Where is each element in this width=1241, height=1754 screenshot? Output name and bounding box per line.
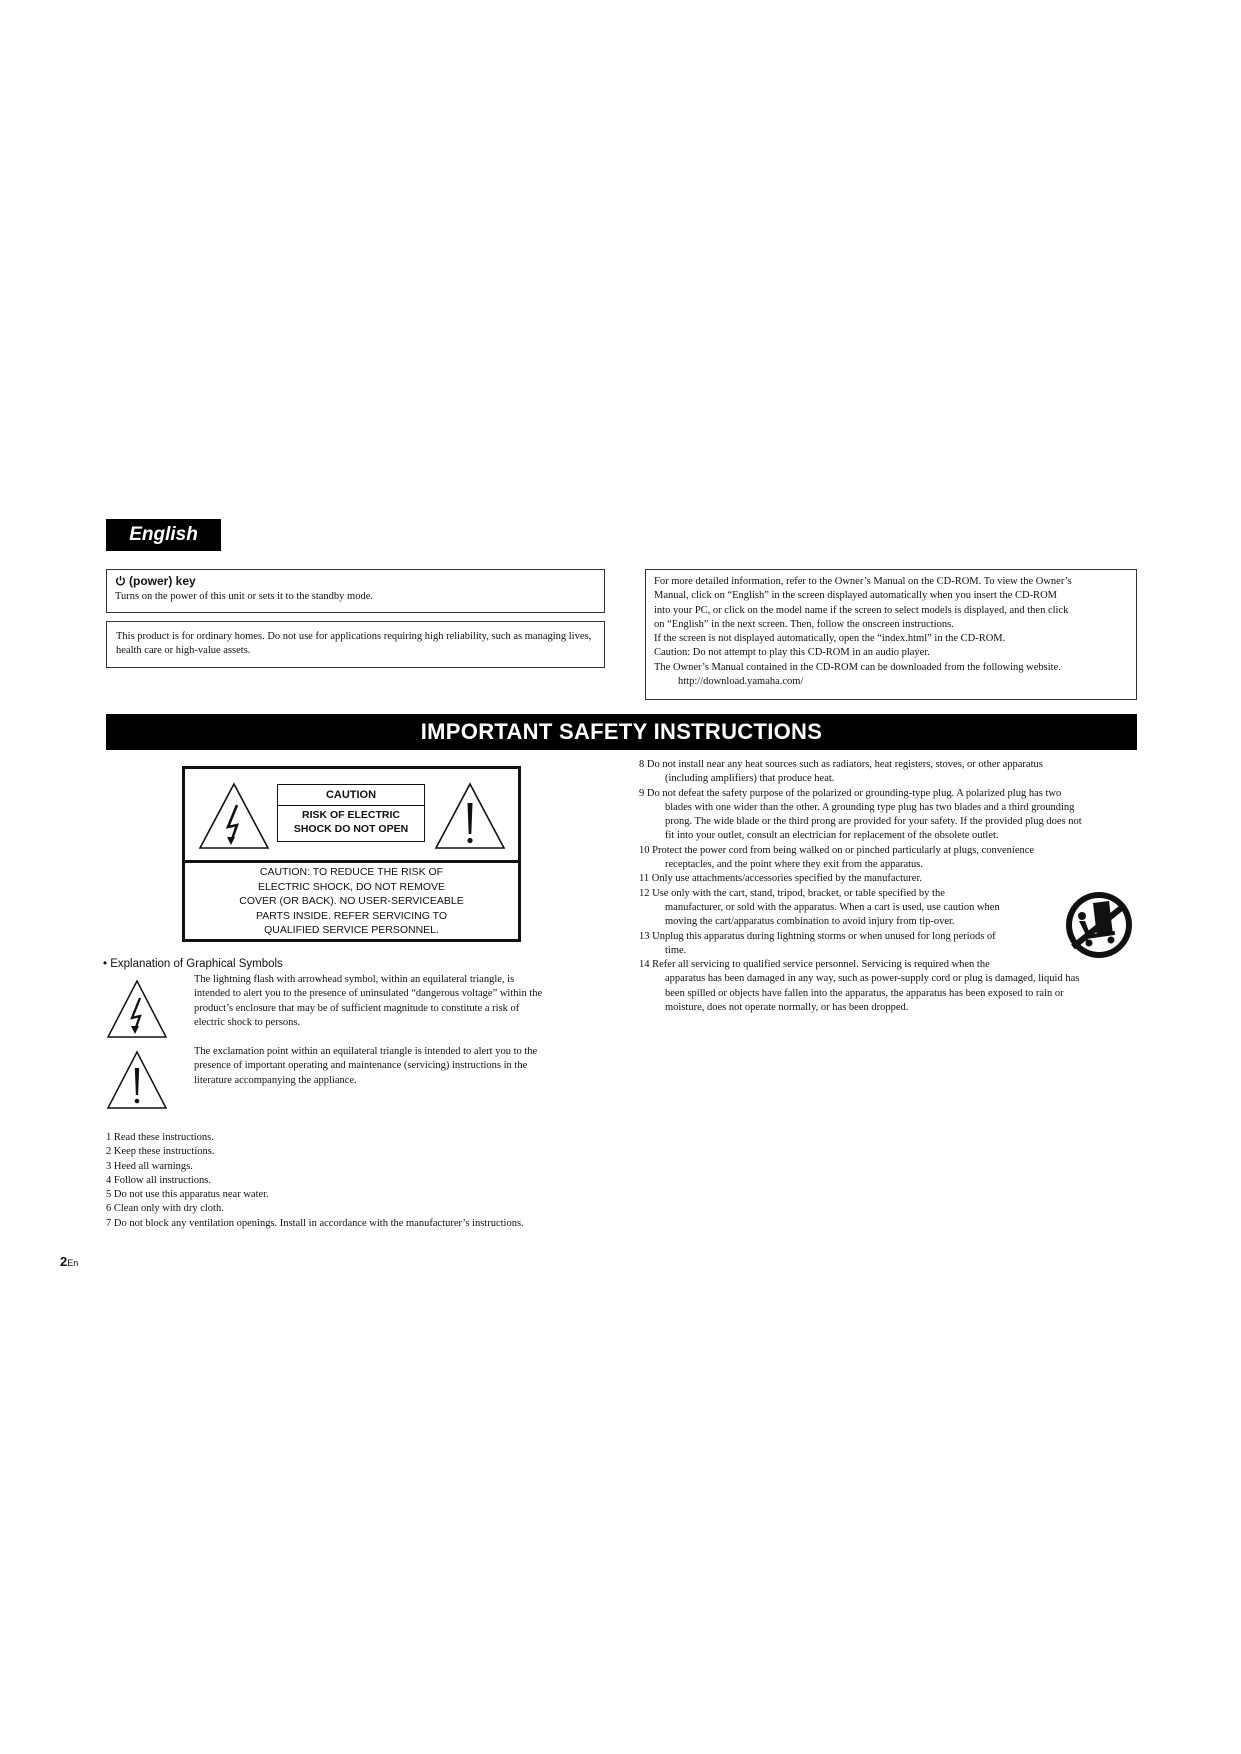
instruction-item: 1 Read these instructions.	[106, 1132, 214, 1143]
lightning-warning-icon	[197, 781, 271, 851]
instruction-item: 10 Protect the power cord from being walked on or pinched particularly at plugs, convenience receptacles, and the point where they exit from the apparatus.	[639, 844, 1035, 871]
power-icon	[115, 575, 126, 586]
instruction-item: 13 Unplug this apparatus during lightning storms or when unused for long periods of time.	[639, 930, 996, 956]
cart-tip-over-warning-icon	[1063, 889, 1135, 961]
lightning-symbol-icon	[106, 979, 168, 1039]
exclamation-explanation: The exclamation point within an equilateral triangle is intended to alert you to the presence of important operating and maintenance (servicing) instructions in the literature accompanying the appliance.	[194, 1046, 538, 1086]
power-key-box	[106, 569, 605, 613]
ordinary-homes-text: This product is for ordinary homes. Do not use for applications requiring high reliability, such as managing lives, health care or high-value assets.	[116, 631, 592, 657]
page-number: 2En	[60, 1254, 79, 1269]
cdrom-line: The Owner’s Manual contained in the CD-ROM can be downloaded from the following website.	[654, 661, 1061, 673]
instruction-item: 9 Do not defeat the safety purpose of the polarized or grounding-type plug. A polarized plug has two blades with one wider than the other. A grounding type plug has two blades and a third grounding prong. The wide blade or the third prong are provided for your safety. If the provided plug does not fit into your outlet, consult an electrician for replacement of the obsolete outlet.	[639, 787, 1082, 842]
caution-label-top	[185, 769, 518, 863]
caution-heading: CAUTION	[278, 785, 424, 806]
lightning-explanation: The lightning flash with arrowhead symbol, within an equilateral triangle, is intended to alert you to the presence of uninsulated “dangerous voltage” within the product’s enclosure that may be of sufficient magnitude to constitute a risk of electric shock to persons.	[194, 974, 543, 1028]
instruction-item: 4 Follow all instructions.	[106, 1174, 211, 1186]
instruction-item: 3 Heed all warnings.	[106, 1160, 193, 1172]
exclamation-warning-icon	[433, 781, 507, 851]
instruction-item: 14 Refer all servicing to qualified service personnel. Servicing is required when the apparatus has been damaged in any way, such as power-supply cord or plug is damaged, liquid has been spilled or objects have fallen into the apparatus, the apparatus has been exposed to rain or moisture, does not operate normally, or has been dropped.	[639, 959, 1080, 1014]
instruction-item: 2 Keep these instructions.	[106, 1146, 215, 1158]
cdrom-line: Manual, click on “English” in the screen displayed automatically when you insert the CD-ROM	[654, 590, 1057, 602]
instructions-list-left	[106, 1131, 524, 1231]
caution-label	[182, 766, 521, 942]
instruction-item: 11 Only use attachments/accessories specified by the manufacturer.	[639, 873, 923, 885]
safety-banner-title: IMPORTANT SAFETY INSTRUCTIONS	[106, 714, 1137, 750]
instruction-item: 12 Use only with the cart, stand, tripod, bracket, or table specified by the manufacturer, or sold with the apparatus. When a cart is used, use caution when moving the cart/apparatus combination to avoid injury from tip-over.	[639, 887, 1000, 928]
cdrom-line: on “English” in the next screen. Then, follow the onscreen instructions.	[654, 618, 954, 630]
cdrom-info-box	[645, 569, 1137, 700]
caution-body: RISK OF ELECTRIC SHOCK DO NOT OPEN	[293, 809, 409, 835]
cdrom-line: If the screen is not displayed automatically, open the “index.html” in the CD-ROM.	[654, 633, 1006, 645]
power-key-text: Turns on the power of this unit or sets it to the standby mode.	[115, 591, 374, 602]
language-tab: English	[106, 519, 221, 551]
download-url: http://download.yamaha.com/	[678, 676, 804, 688]
instruction-item: 8 Do not install near any heat sources such as radiators, heat registers, stoves, or other apparatus (including amplifiers) that produce heat.	[639, 759, 1043, 785]
instruction-item: 7 Do not block any ventilation openings. Install in accordance with the manufacturer’s instructions.	[106, 1217, 524, 1229]
instructions-list-right	[639, 758, 1137, 1015]
cdrom-line: into your PC, or click on the model name if the screen to select models is displayed, and then click	[654, 604, 1069, 616]
exclamation-symbol-icon	[106, 1050, 168, 1110]
power-key-title: (power) key	[115, 574, 596, 588]
symbols-heading: • Explanation of Graphical Symbols	[103, 958, 283, 970]
caution-box	[277, 784, 425, 842]
cdrom-line: For more detailed information, refer to the Owner’s Manual on the CD-ROM. To view the Owner’s	[654, 576, 1072, 587]
instruction-item: 5 Do not use this apparatus near water.	[106, 1189, 269, 1201]
cdrom-line: Caution: Do not attempt to play this CD-ROM in an audio player.	[654, 647, 930, 659]
instruction-item: 6 Clean only with dry cloth.	[106, 1203, 224, 1215]
ordinary-homes-box	[106, 621, 605, 668]
caution-text: CAUTION: TO REDUCE THE RISK OF ELECTRIC SHOCK, DO NOT REMOVE COVER (OR BACK). NO USER-SERVICEABLE PARTS INSIDE. REFER SERVICING TO QUALIFIED SERVICE PERSONNEL.	[239, 866, 464, 936]
